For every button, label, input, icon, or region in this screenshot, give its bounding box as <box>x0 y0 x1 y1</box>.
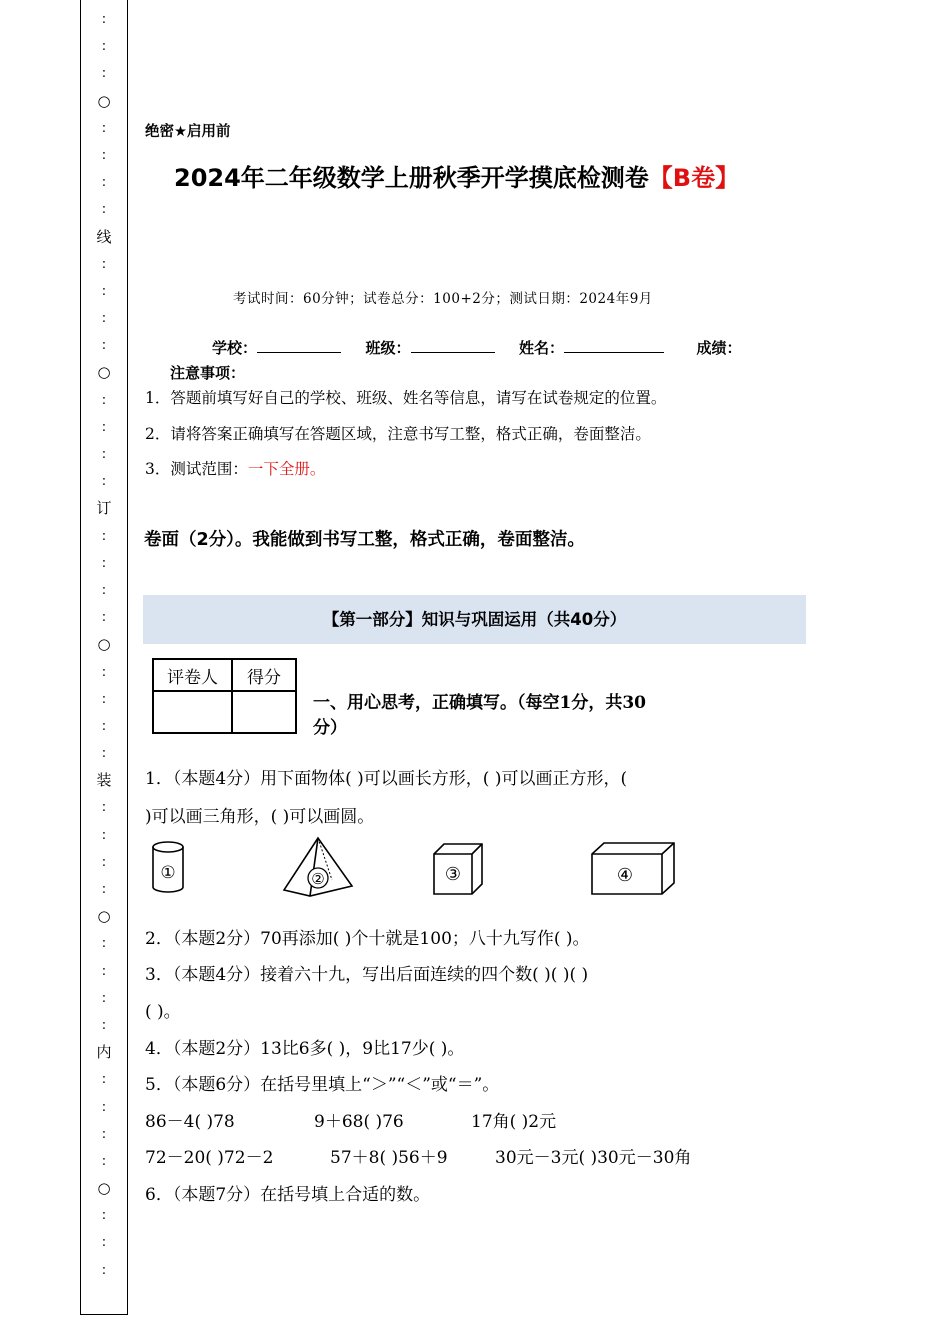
question-5-row-1-item-1: 86－4( )78 <box>145 1112 235 1132</box>
binding-dots: : <box>101 419 107 435</box>
notice-item-2: 2．请将答案正确填写在答题区域，注意书写工整，格式正确，卷面整洁。 <box>145 425 651 443</box>
question-5-row-1-item-2: 9＋68( )76 <box>314 1112 404 1132</box>
question-5-row-2-item-3: 30元－3元( )30元－30角 <box>495 1148 692 1168</box>
binding-dots: : <box>101 1262 107 1278</box>
school-label: 学校： <box>212 339 258 357</box>
binding-dots: : <box>101 664 107 680</box>
test-range: 一下全册。 <box>247 460 326 478</box>
binding-dots: : <box>101 12 107 27</box>
notice-title: 注意事项： <box>170 364 246 382</box>
binding-word: 装 <box>96 771 112 790</box>
title-tag: 【B卷】 <box>648 164 740 192</box>
binding-dots: : <box>101 147 107 163</box>
binding-dots: : <box>101 528 107 544</box>
cuboid-figure <box>588 840 678 898</box>
name-field[interactable] <box>564 338 664 353</box>
class-label: 班级： <box>365 339 411 357</box>
binding-word: 内 <box>96 1043 112 1062</box>
binding-dots: : <box>101 39 107 55</box>
binding-dots: : <box>101 1126 107 1142</box>
question-5-row-1-item-3: 17角( )2元 <box>471 1112 557 1132</box>
grader-table <box>152 658 297 734</box>
binding-dots: : <box>101 691 107 707</box>
binding-dots: : <box>101 1099 107 1115</box>
binding-dots: : <box>101 311 107 327</box>
grader-label: 评卷人 <box>153 659 232 691</box>
binding-dots: : <box>101 746 107 762</box>
binding-dots: : <box>101 447 107 462</box>
question-3-line-2: ( )。 <box>145 1002 181 1022</box>
binding-dots: : <box>101 1072 107 1088</box>
name-label: 姓名： <box>518 339 564 357</box>
binding-margin <box>80 0 128 1315</box>
binding-dots: : <box>101 990 107 1006</box>
question-group-1-heading: 一、用心思考，正确填写。（每空1分，共30 <box>313 693 646 713</box>
binding-dots: : <box>101 1208 107 1224</box>
binding-circle: ○ <box>97 635 111 654</box>
binding-dots: : <box>101 827 107 843</box>
score-label: 成绩： <box>696 339 742 357</box>
notice-item-1: 1．答题前填写好自己的学校、班级、姓名等信息，请写在试卷规定的位置。 <box>145 389 667 407</box>
question-group-1-heading-cont: 分） <box>313 718 347 738</box>
notice-item-3-prefix: 3．测试范围： <box>145 460 248 478</box>
binding-dots: : <box>101 800 107 816</box>
binding-dots: : <box>101 854 107 870</box>
shape-label-1: ① <box>160 863 176 883</box>
section-1-header: 【第一部分】知识与巩固运用（共40分） <box>143 595 806 644</box>
question-5-row-2-item-1: 72－20( )72－2 <box>145 1148 274 1168</box>
question-5: 5．（本题6分）在括号里填上“＞”“＜”或“＝”。 <box>145 1075 500 1095</box>
grader-input-cell[interactable] <box>153 691 232 733</box>
question-4: 4．（本题2分）13比6多( )，9比17少( )。 <box>145 1039 465 1059</box>
binding-dots: : <box>101 555 107 571</box>
question-3-line-1: 3．（本题4分）接着六十九，写出后面连续的四个数( )( )( ) <box>145 965 589 985</box>
cube-figure <box>430 840 486 898</box>
binding-circle: ○ <box>97 363 111 382</box>
title-main: 2024年二年级数学上册秋季开学摸底检测卷 <box>174 164 649 192</box>
binding-word: 线 <box>96 227 112 246</box>
binding-dots: : <box>101 120 107 136</box>
neatness-note: 卷面（2分）。我能做到书写工整，格式正确，卷面整洁。 <box>144 530 585 550</box>
shape-label-4: ④ <box>616 865 634 886</box>
binding-word: 订 <box>96 499 112 518</box>
binding-dots: : <box>101 1017 107 1033</box>
exam-info: 考试时间：60分钟；试卷总分：100+2分；测试日期：2024年9月 <box>233 291 653 307</box>
question-1-line-2: )可以画三角形，( )可以画圆。 <box>145 807 375 827</box>
binding-dots: : <box>101 175 107 191</box>
binding-dots: : <box>101 66 107 82</box>
secret-label: 绝密★启用前 <box>145 124 231 140</box>
binding-dots: : <box>101 338 107 354</box>
shape-label-3: ③ <box>444 864 462 885</box>
school-field[interactable] <box>257 338 341 353</box>
binding-dots: : <box>101 582 107 598</box>
binding-dots: : <box>101 718 107 734</box>
question-2: 2．（本题2分）70再添加( )个十就是100；八十九写作( )。 <box>145 929 590 949</box>
shape-label-2: ② <box>311 870 325 888</box>
binding-circle: ○ <box>97 907 111 926</box>
binding-sequence <box>81 6 127 1284</box>
question-1-line-1: 1．（本题4分）用下面物体( )可以画长方形，( )可以画正方形，( <box>145 769 628 789</box>
binding-dots: : <box>101 256 107 272</box>
question-6: 6．（本题7分）在括号填上合适的数。 <box>145 1185 431 1205</box>
binding-dots: : <box>101 392 107 408</box>
page-title <box>174 158 739 193</box>
binding-circle: ○ <box>97 1179 111 1198</box>
binding-dots: : <box>101 963 107 979</box>
class-field[interactable] <box>411 338 495 353</box>
binding-dots: : <box>101 610 107 626</box>
score-label-cell: 得分 <box>232 659 296 691</box>
binding-dots: : <box>101 202 107 218</box>
cylinder-figure <box>148 838 188 896</box>
score-input-cell[interactable] <box>232 691 296 733</box>
question-5-row-2-item-2: 57＋8( )56＋9 <box>330 1148 448 1168</box>
binding-dots: : <box>101 1235 107 1251</box>
binding-dots: : <box>101 936 107 952</box>
binding-dots: : <box>101 283 107 299</box>
binding-circle: ○ <box>97 91 111 110</box>
info-fields <box>212 337 741 358</box>
binding-dots: : <box>101 1153 107 1169</box>
binding-dots: : <box>101 474 107 490</box>
binding-dots: : <box>101 882 107 897</box>
pyramid-figure <box>280 834 356 898</box>
notice-item-3 <box>145 457 325 479</box>
